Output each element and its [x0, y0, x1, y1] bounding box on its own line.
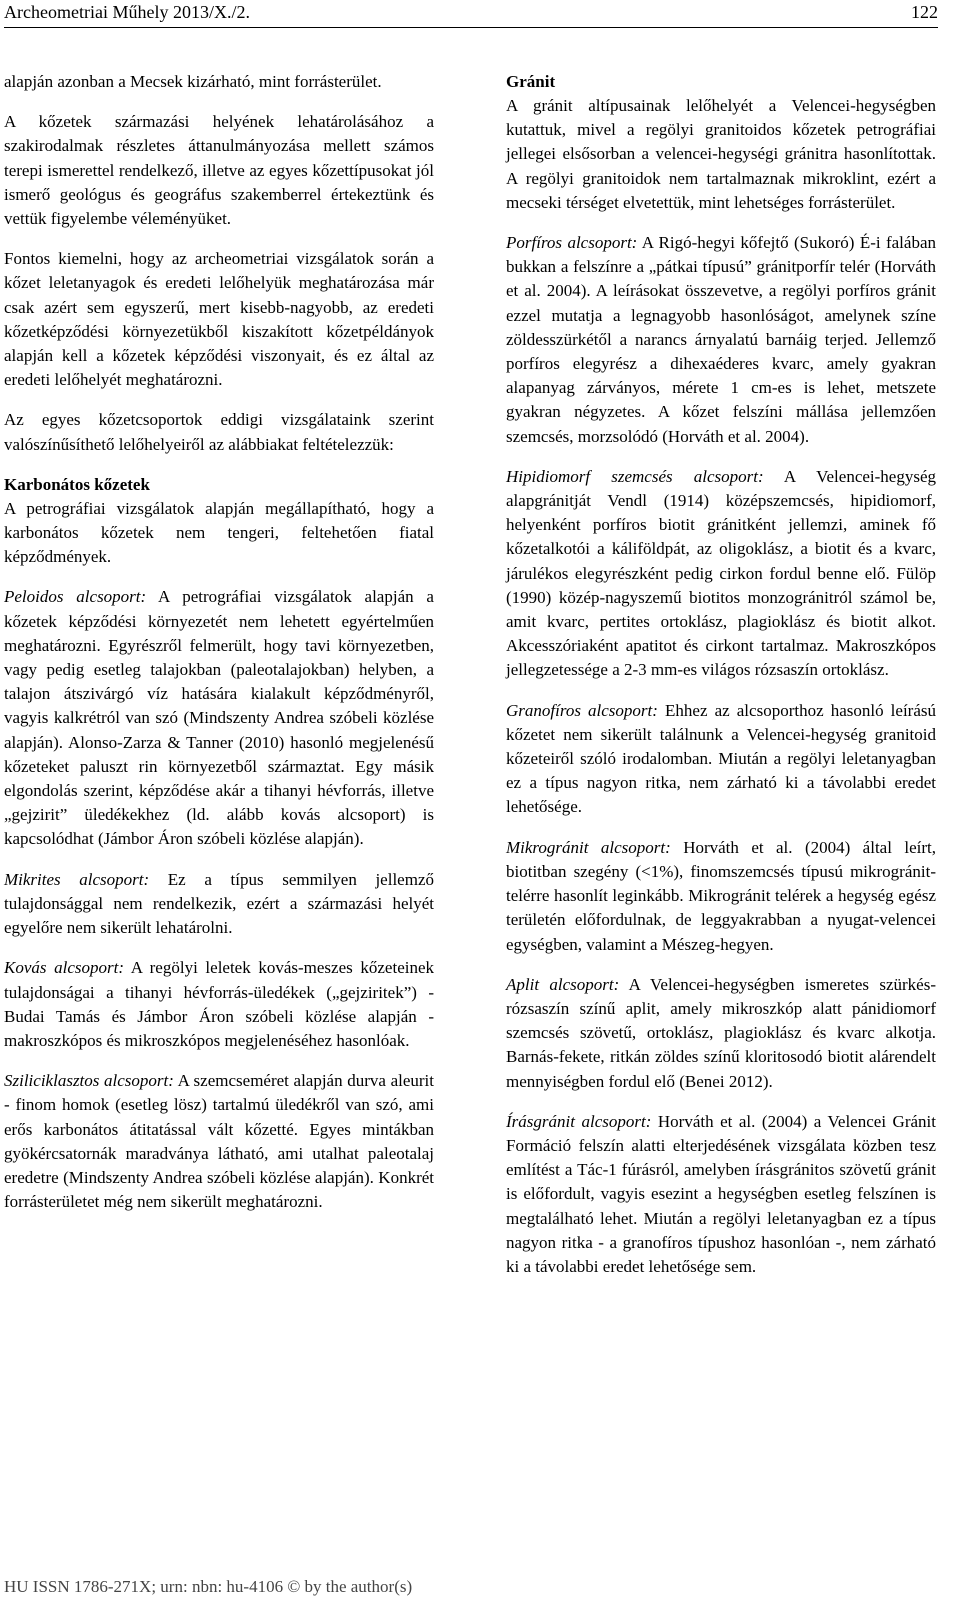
section-heading: Gránit [506, 72, 556, 91]
subgroup-text: Horváth et al. (2004) által leírt, biotitban szegény (<1%), finomszemcsés típusú mikrogránit-telérre hasonlít leginkább. Mikrogránit telérek a hegység egész területén előfordulnak, de leggyakrabban a nyugat-velencei egységben, valamint a Mészeg-hegyen. [506, 837, 936, 954]
subgroup-paragraph [4, 585, 434, 851]
subgroup-text: A regölyi leletek kovás-meszes kőzeteinek tulajdonságai a tihanyi hévforrás-üledékek („gejziritek”) - Budai Tamás és Jámbor Áron szóbeli közlése alapján - makroszkópos és mikroszkópos megjelenéséhez hasonlóak. [4, 958, 435, 1050]
subgroup-label: Hipidiomorf szemcsés alcsoport: [506, 466, 764, 486]
journal-title: Archeometriai Műhely 2013/X./2. [4, 2, 250, 22]
paragraph: A kőzetek származási helyének lehatárolásához a szakirodalmak részletes áttanulmányozása mellett számos terepi ismerettel rendelkező, illetve az egyes kőzettípusokat jól ismerő geológus és geográfus szakemberrel értekeztünk és vettük figyelembe véleményüket. [4, 112, 434, 229]
section-heading: Karbonátos kőzetek [4, 474, 150, 494]
subgroup-label: Sziliciklasztos alcsoport: [4, 1071, 174, 1091]
subgroup-text: A szemcseméret alapján durva aleurit - finom homok (esetleg lösz) tartalmú üledékről van szó, ami erős karbonátos átitatással vált kőzetté. Egyes mintákban gyökércsatornák maradványa látható, ami utalhat paleotalaj eredetre (Mindszenty Andrea szóbeli közlése alapján). Konkrét forrásterületet még nem sikerült meghatározni. [4, 1071, 434, 1212]
subgroup-label: Aplit alcsoport: [506, 974, 620, 994]
subgroup-text: A Rigó-hegyi kőfejtő (Sukoró) É-i falában bukkan a felszínre a „pátkai típusú” gránitporfír telér (Horváth et al. 2004). A leírásokat összevetve, a regölyi porfíros gránit ezzel mutatja a legnagyobb hasonlóságot, amelynek színe zöldesszürkétől a narancs árnyalatú barnáig terjed. Jellemző porfíros elegyrész a dihexaéderes kvarc, amely gyakran alapanyag zárványos, mérete 1 cm-es is lehet, metszete gyakran négyzetes. A kőzet felszíni mállása jellemzően szemcsés, morzsolódó (Horváth et al. 2004). [506, 233, 937, 446]
subgroup-text: Ehhez az alcsoporthoz hasonló leírású kőzetet nem sikerült találnunk a Velencei-hegység granitoid kőzeteiről szóló irodalomban. Miután a regölyi leletanyagban ez a típus nagyon ritka, nem zárható ki a távolabbi eredet lehetősége. [506, 700, 937, 817]
paragraph: A petrográfiai vizsgálatok alapján megállapítható, hogy a karbonátos kőzetek nem tengeri, feltehetően fiatal képződmények. [4, 498, 434, 567]
page-header [4, 0, 938, 28]
subgroup-text: A Velencei-hegység alapgránitját Vendl (1914) középszemcsés, hipidiomorf, helyenként porfíros biotit gránitként jellemzi, aminek fő kőzetalkotói a káliföldpát, az oligoklász, a biotit és a kvarc, járulékos elegyrészként pedig cirkon fordul benne elő. Fülöp (1990) közép-nagyszemű biotitos monzogránitról számol be, amit kvarc, pertites ortoklász, plagioklász és biotit alkot. Akcesszóriaként apatitot és cirkont tartalmaz. Makroszkópos jellegzetessége a 2-3 mm-es világos rózsaszín ortoklász. [506, 466, 936, 680]
subgroup-paragraph [4, 956, 434, 1053]
page-number: 122 [911, 2, 938, 22]
subgroup-label: Mikrogránit alcsoport: [506, 837, 671, 857]
subgroup-paragraph [506, 836, 936, 957]
subgroup-paragraph [4, 1069, 434, 1214]
subgroup-text: Ez a típus semmilyen jellemző tulajdonsággal nem rendelkezik, ezért a származási helyét egyelőre nem sikerült lehatárolni. [4, 869, 434, 938]
subgroup-paragraph [506, 699, 936, 820]
subgroup-label: Kovás alcsoport: [4, 958, 125, 978]
subgroup-paragraph [506, 465, 936, 683]
subgroup-label: Mikrites alcsoport: [4, 869, 150, 889]
subgroup-label: Írásgránit alcsoport: [506, 1111, 652, 1131]
page-footer: HU ISSN 1786-271X; urn: nbn: hu-4106 © by the author(s) [4, 1577, 413, 1596]
subgroup-paragraph [506, 973, 936, 1094]
subgroup-label: Granofíros alcsoport: [506, 700, 658, 720]
subgroup-text: A Velencei-hegységben ismeretes szürkés-rózsaszín színű aplit, amely mikroszkóp alatt pánidiomorf szemcsés szövetű, ortoklász, plagioklász és kvarc alkotja. Barnás-fekete, ritkán zöldes színű kloritosodó biotit alárendelt mennyiségben fordul elő (Benei 2012). [506, 974, 936, 1091]
subgroup-paragraph [506, 231, 936, 449]
subgroup-text: Horváth et al. (2004) a Velencei Gránit Formáció felszín alatti elterjedésének vizsgálata közben tesz említést a Tác-1 fúrásról, amelyben írásgránitos szövetű gránit is előfordult, vagyis esezint a hegységben esetleg felszínen is megtalálható lehet. Miután a regölyi leletanyagban ez a típus nagyon ritka - a granofíros típushoz hasonlóan -, nem zárható ki a távolabbi eredet lehetősége sem. [506, 1111, 936, 1276]
paragraph: Az egyes kőzetcsoportok eddigi vizsgálataink szerint valószínűsíthető lelőhelyeiről az alábbiakat feltételezzük: [4, 410, 434, 454]
right-column [506, 70, 936, 1295]
paragraph: A gránit altípusainak lelőhelyét a Velencei-hegységben kutattuk, mivel a regölyi granitoidos kőzetek petrográfiai jellegei elsősorban a velencei-hegységi gránitra hasonlítottak. A regölyi granitoidok nem tartalmaznak mikroklint, ezért a mecseki térséget elvetettük, mint lehetséges forrásterület. [506, 96, 936, 212]
subgroup-paragraph [4, 868, 434, 941]
paragraph: Fontos kiemelni, hogy az archeometriai vizsgálatok során a kőzet leletanyagok és eredeti lelőhelyük meghatározása már csak azért sem egyszerű, mert kisebb-nagyobb, az eredeti kőzetképződési környezetükből kiszakított kőzetpéldányok alapján kell a kőzetek képződési viszonyait, és ez által az eredeti lelőhelyét meghatározni. [4, 249, 434, 390]
paragraph: alapján azonban a Mecsek kizárható, mint forrásterület. [4, 72, 382, 91]
subgroup-label: Porfíros alcsoport: [506, 233, 638, 253]
subgroup-paragraph [506, 1110, 936, 1279]
subgroup-text: A petrográfiai vizsgálatok alapján a kőzetek képződési környezetét nem lehetett egyértelműen meghatározni. Egyrészről felmerült, hogy tavi környezetben, vagy pedig esetleg talajokban (paleotalajokban) helyben, a talajon átszivárgó víz hatására kialakult képződményről, vagyis kalkrétról van szó (Mindszenty Andrea szóbeli közlése alapján). Alonso-Zarza & Tanner (2010) hasonló megjelenésű kőzeteket paluszt rin környezetből származtat. Egy másik elgondolás szerint, képződése akár a tihanyi hévforrás, illetve „gejzirit” üledékekhez (ld. alább kovás alcsoport) is kapcsolódhat (Jámbor Áron szóbeli közlése alapján). [4, 587, 434, 849]
left-column [4, 70, 434, 1230]
subgroup-label: Peloidos alcsoport: [4, 587, 147, 607]
